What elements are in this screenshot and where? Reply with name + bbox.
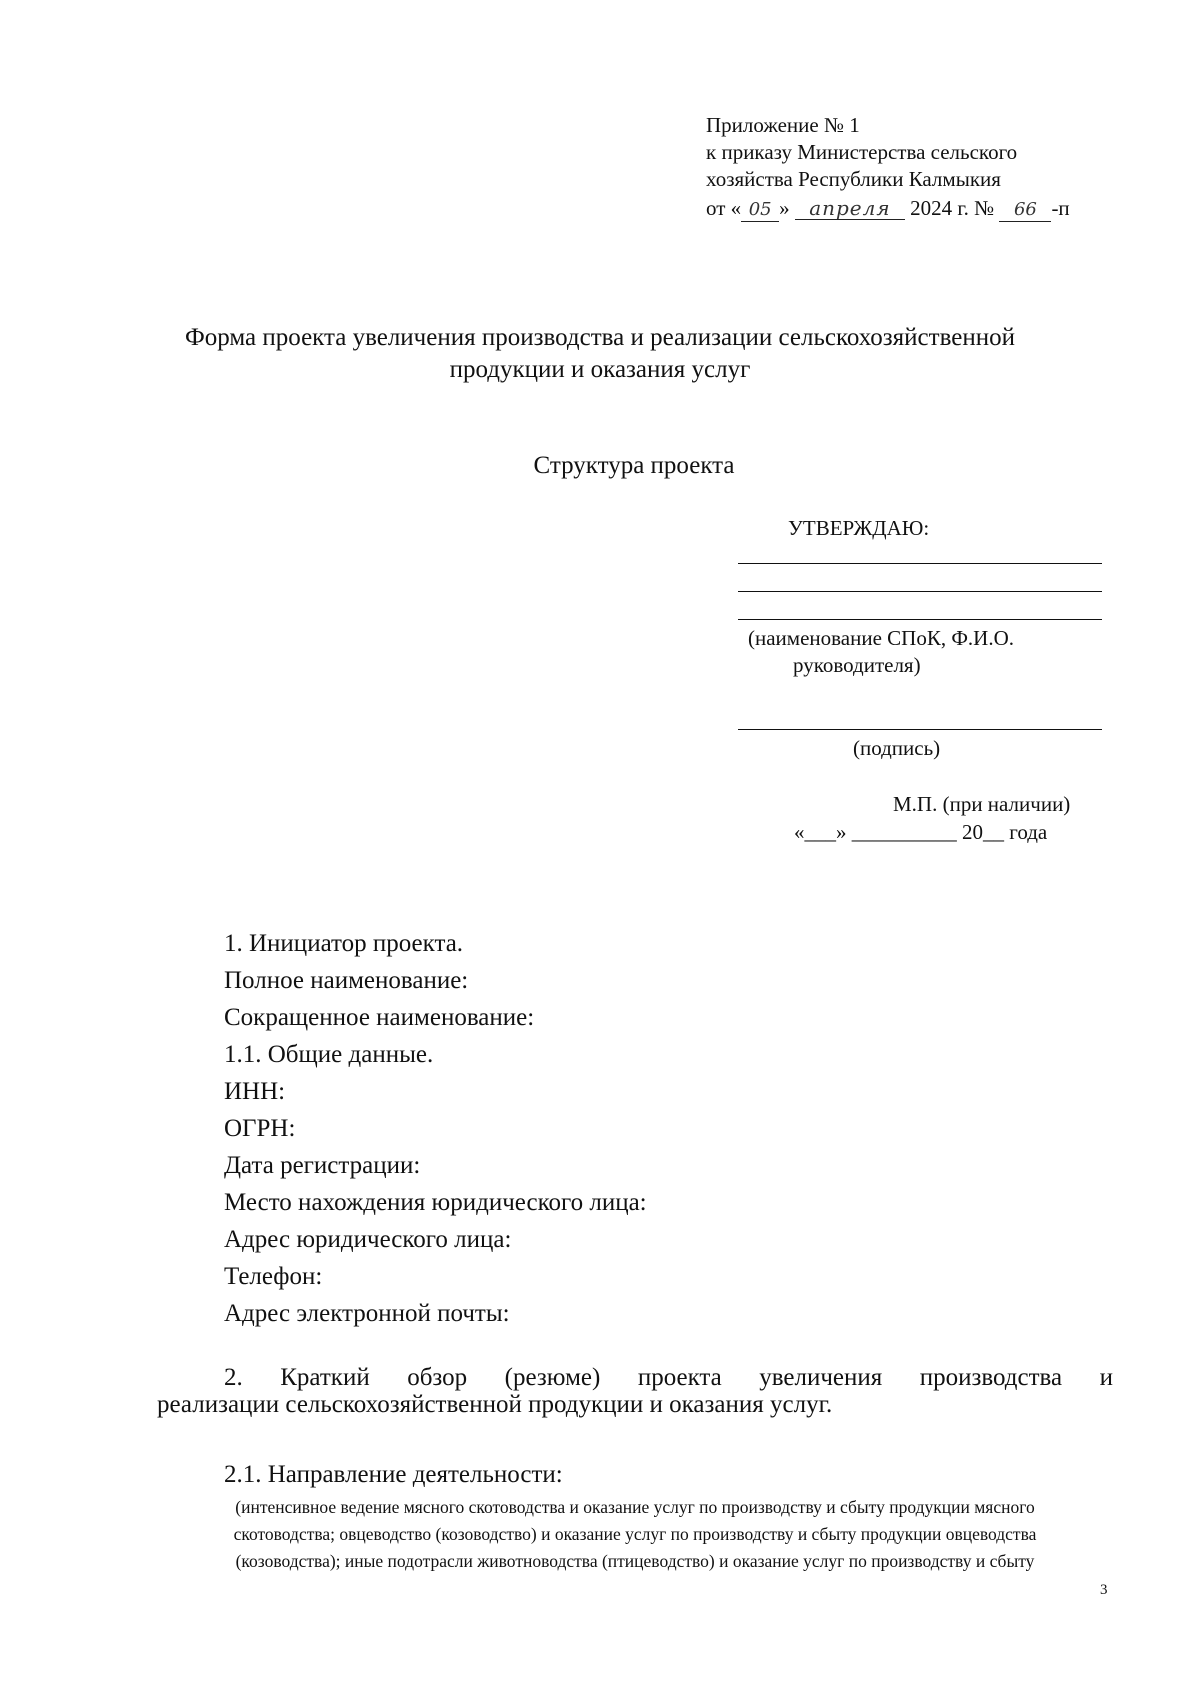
approval-date-line: «___» __________ 20__ года xyxy=(794,820,1048,844)
ogrn-label: ОГРН: xyxy=(224,1115,296,1142)
signature-line xyxy=(738,729,1102,730)
email-label: Адрес электронной почты: xyxy=(224,1300,510,1327)
approval-heading: УТВЕРЖДАЮ: xyxy=(788,516,930,540)
section-1-title: 1. Инициатор проекта. xyxy=(224,930,464,957)
inn-label: ИНН: xyxy=(224,1078,286,1105)
full-name-label: Полное наименование: xyxy=(224,967,469,994)
phone-label: Телефон: xyxy=(224,1263,323,1290)
short-name-label: Сокращенное наименование: xyxy=(224,1004,535,1031)
date-year: 2024 г. № xyxy=(910,196,995,220)
activity-note-line-3: (козоводства); иные подотрасли животноводства (птицеводство) и оказание услуг по производству и сбыту xyxy=(235,1551,1035,1571)
order-reference: к приказу Министерства сельского xyxy=(706,140,1018,164)
section-2-title xyxy=(157,1364,1113,1392)
handwritten-month: апреля xyxy=(795,197,905,220)
document-title-line-1: Форма проекта увеличения производства и реализации сельскохозяйственной xyxy=(185,324,1015,351)
signature-caption: (подпись) xyxy=(853,736,941,760)
section-2-1-title: 2.1. Направление деятельности: xyxy=(224,1461,563,1488)
activity-note-line-1: (интенсивное ведение мясного скотоводства и оказание услуг по производству и сбыту продукции мясного xyxy=(235,1497,1035,1517)
location-label: Место нахождения юридического лица: xyxy=(224,1189,647,1216)
appendix-number: Приложение № 1 xyxy=(706,113,860,137)
name-caption-line-2: руководителя) xyxy=(793,653,921,677)
seal-caption: М.П. (при наличии) xyxy=(893,792,1071,816)
name-caption-line-1: (наименование СПоК, Ф.И.О. xyxy=(748,626,1014,650)
approval-blank-line-1 xyxy=(738,563,1102,564)
address-label: Адрес юридического лица: xyxy=(224,1226,512,1253)
order-date-line xyxy=(706,195,1070,222)
document-title-line-2: продукции и оказания услуг xyxy=(449,356,751,383)
section-1-1-title: 1.1. Общие данные. xyxy=(224,1041,434,1068)
order-suffix: -п xyxy=(1051,196,1070,220)
handwritten-order-number: 66 xyxy=(999,199,1051,222)
date-prefix: от « xyxy=(706,196,742,220)
approval-blank-line-3 xyxy=(738,619,1102,620)
registration-date-label: Дата регистрации: xyxy=(224,1152,421,1179)
activity-note-line-2: скотоводства; овцеводство (козоводство) и оказание услуг по производству и сбыту продукции овцеводства xyxy=(233,1524,1037,1544)
date-mid: » xyxy=(779,196,790,220)
section-2-title-line-2: реализации сельскохозяйственной продукции и оказания услуг. xyxy=(157,1391,833,1418)
handwritten-day: 05 xyxy=(741,199,779,222)
ministry-name: хозяйства Республики Калмыкия xyxy=(706,167,1001,191)
document-subtitle: Структура проекта xyxy=(533,452,735,479)
page-number: 3 xyxy=(1100,1582,1108,1598)
approval-blank-line-2 xyxy=(738,591,1102,592)
section-2-title-line-1: 2. Краткий обзор (резюме) проекта увеличения производства и xyxy=(224,1364,1113,1391)
